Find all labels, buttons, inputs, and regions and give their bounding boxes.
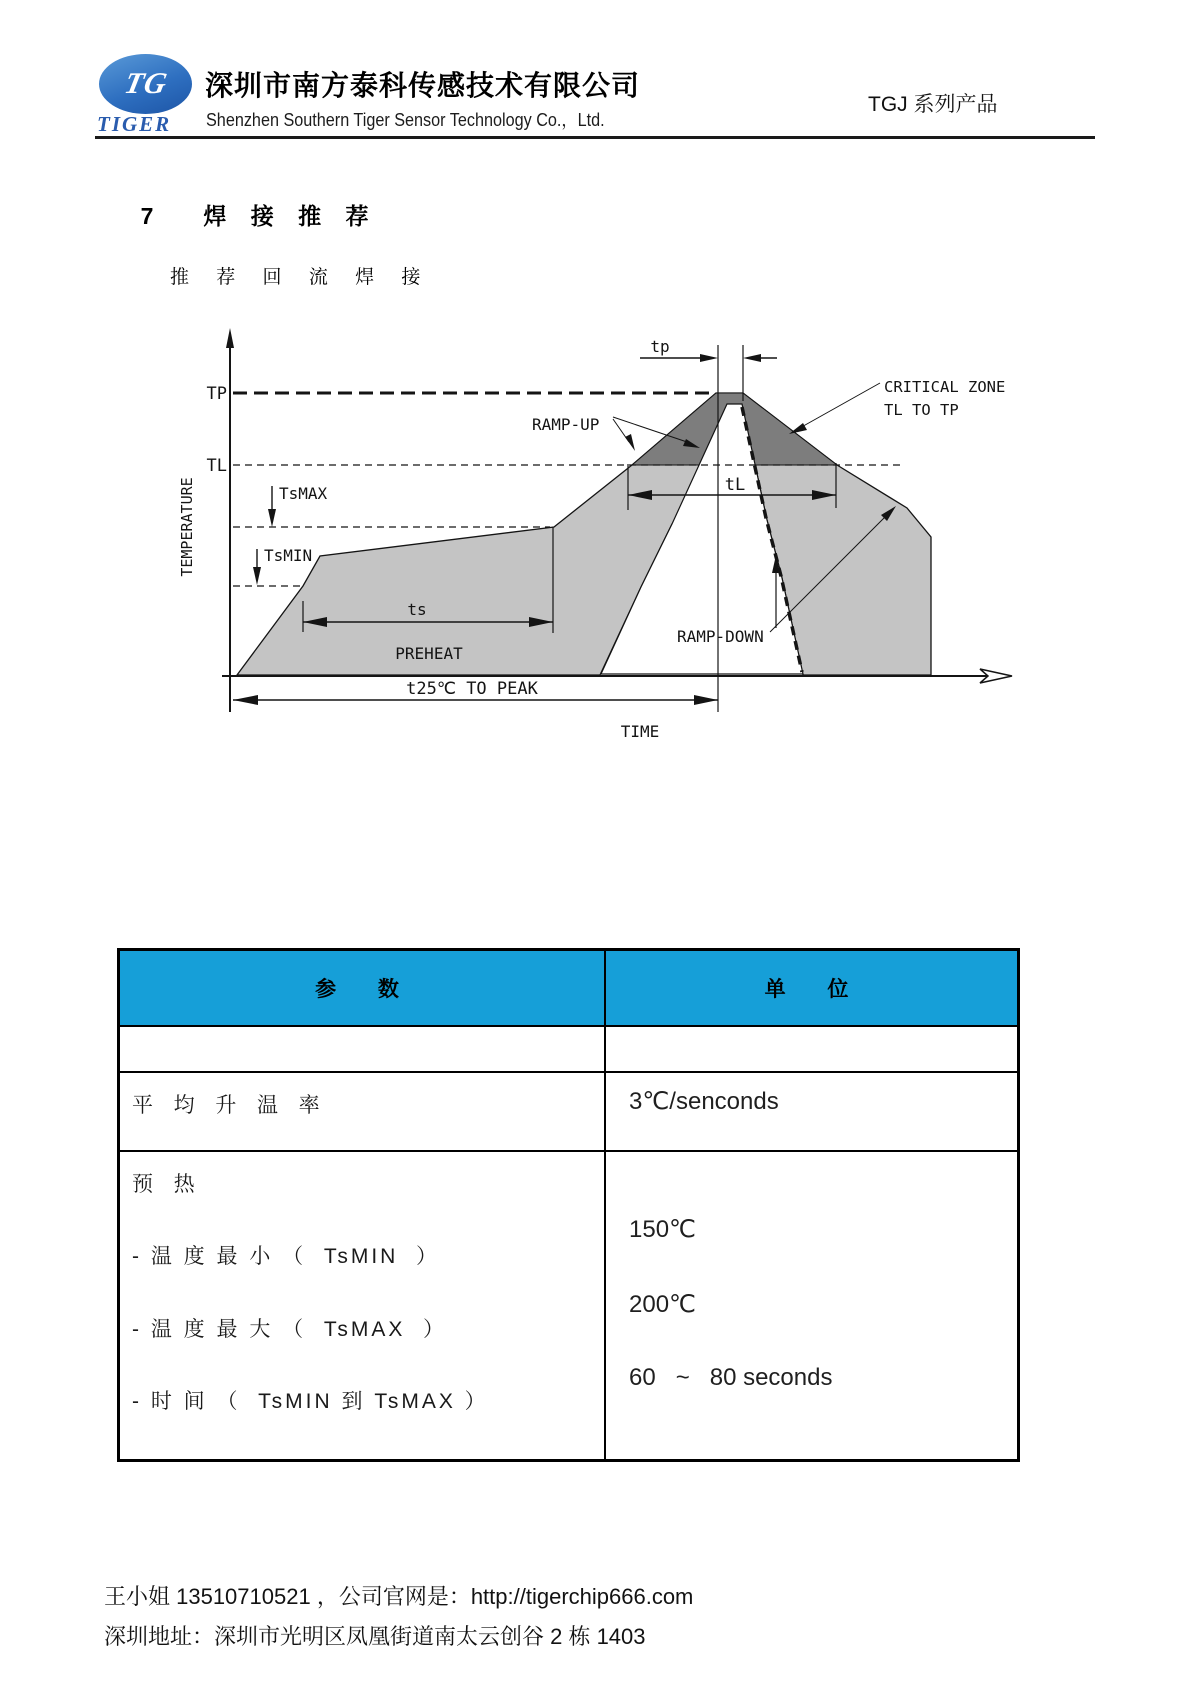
critical-zone-leader-arrow (789, 423, 807, 434)
table-header-param: 参 数 (120, 951, 606, 1025)
table-row-preheat (120, 1150, 1017, 1459)
preheat-param-line-4: - 时 间 （ TsMIN 到 TsMAX ） (132, 1390, 489, 1413)
preheat-param-cell (120, 1152, 606, 1459)
y-axis-arrowhead (226, 328, 234, 348)
tsmin-label: TsMIN (264, 546, 313, 565)
ramp-up-leader-1-arrow (625, 434, 635, 451)
logo-tiger-wordmark: TIGER (97, 112, 172, 136)
company-name-en: Shenzhen Southern Tiger Sensor Technology Co.，Ltd. (206, 110, 605, 130)
critical-zone-label-2: TL TO TP (884, 401, 959, 419)
preheat-value-tsmax: 200℃ (629, 1291, 696, 1318)
y-axis-label: TEMPERATURE (178, 477, 196, 577)
company-logo-icon (99, 54, 192, 114)
preheat-param-line-2: - 温 度 最 小 （ TsMIN ） (132, 1245, 440, 1268)
x-axis-label: TIME (620, 722, 660, 741)
preheat-param-line-3: - 温 度 最 大 （ TsMAX ） (132, 1318, 448, 1341)
empty-param-cell (120, 1027, 606, 1071)
table-header-row (120, 951, 1017, 1025)
table-row-empty (120, 1025, 1017, 1071)
critical-zone-label-1: CRITICAL ZONE (884, 378, 1006, 396)
header-divider (95, 136, 1095, 139)
ts-dim-label: ts (407, 600, 427, 619)
footer-contact-line: 王小姐 13510710521 ，公司官网是：http://tigerchip666.com (104, 1584, 694, 1609)
tsmin-arrowhead (253, 567, 261, 585)
section-number: 7 (140, 203, 154, 229)
empty-unit-cell (606, 1027, 1017, 1071)
t25-dim-arrow-right (694, 695, 718, 705)
t25-dim-arrow-left (233, 695, 258, 705)
profile-band-shape (237, 393, 931, 675)
table-header-unit: 单 位 (764, 978, 859, 1001)
critical-zone-leader (798, 383, 880, 429)
ramp-rate-param: 平 均 升 温 率 (132, 1094, 323, 1117)
preheat-value-tsmin: 150℃ (629, 1216, 696, 1243)
preheat-unit-cell (606, 1152, 1017, 1459)
tsmax-arrowhead (268, 509, 276, 527)
t25-label: t25℃ TO PEAK (406, 679, 538, 699)
section-heading (115, 171, 378, 258)
logo-tg-monogram: TG (121, 67, 171, 100)
tp-dim-arrow-right (743, 354, 761, 362)
preheat-value-time: 60 ~ 80 seconds (629, 1364, 833, 1391)
footer-address-line: 深圳地址：深圳市光明区凤凰街道南太云创谷 2 栋 1403 (104, 1624, 646, 1649)
section-title: 焊 接 推 荐 (203, 203, 378, 229)
tl-dim-label: tL (724, 475, 746, 495)
tp-dim-arrow-left (700, 354, 718, 362)
tl-level-label: TL (206, 456, 227, 476)
company-name-cn: 深圳市南方泰科传感技术有限公司 (205, 70, 641, 101)
product-series-label: TGJ 系列产品 (868, 93, 998, 116)
reflow-profile-diagram (0, 300, 1190, 760)
ramp-up-label: RAMP-UP (532, 415, 600, 434)
table-row-ramp-rate (120, 1071, 1017, 1150)
ramp-down-label: RAMP-DOWN (677, 627, 764, 646)
ramp-rate-unit-cell (606, 1073, 1017, 1150)
parameter-table (117, 948, 1020, 1462)
ramp-rate-value: 3℃/senconds (629, 1088, 779, 1115)
preheat-param-line-1: 预 热 (132, 1173, 198, 1196)
ramp-rate-param-cell (120, 1073, 606, 1150)
tsmax-label: TsMAX (279, 484, 328, 503)
tp-dim-label: tp (650, 337, 670, 356)
preheat-label: PREHEAT (395, 644, 463, 663)
tp-level-label: TP (206, 384, 227, 404)
diagram-subtitle: 推 荐 回 流 焊 接 (170, 267, 432, 288)
